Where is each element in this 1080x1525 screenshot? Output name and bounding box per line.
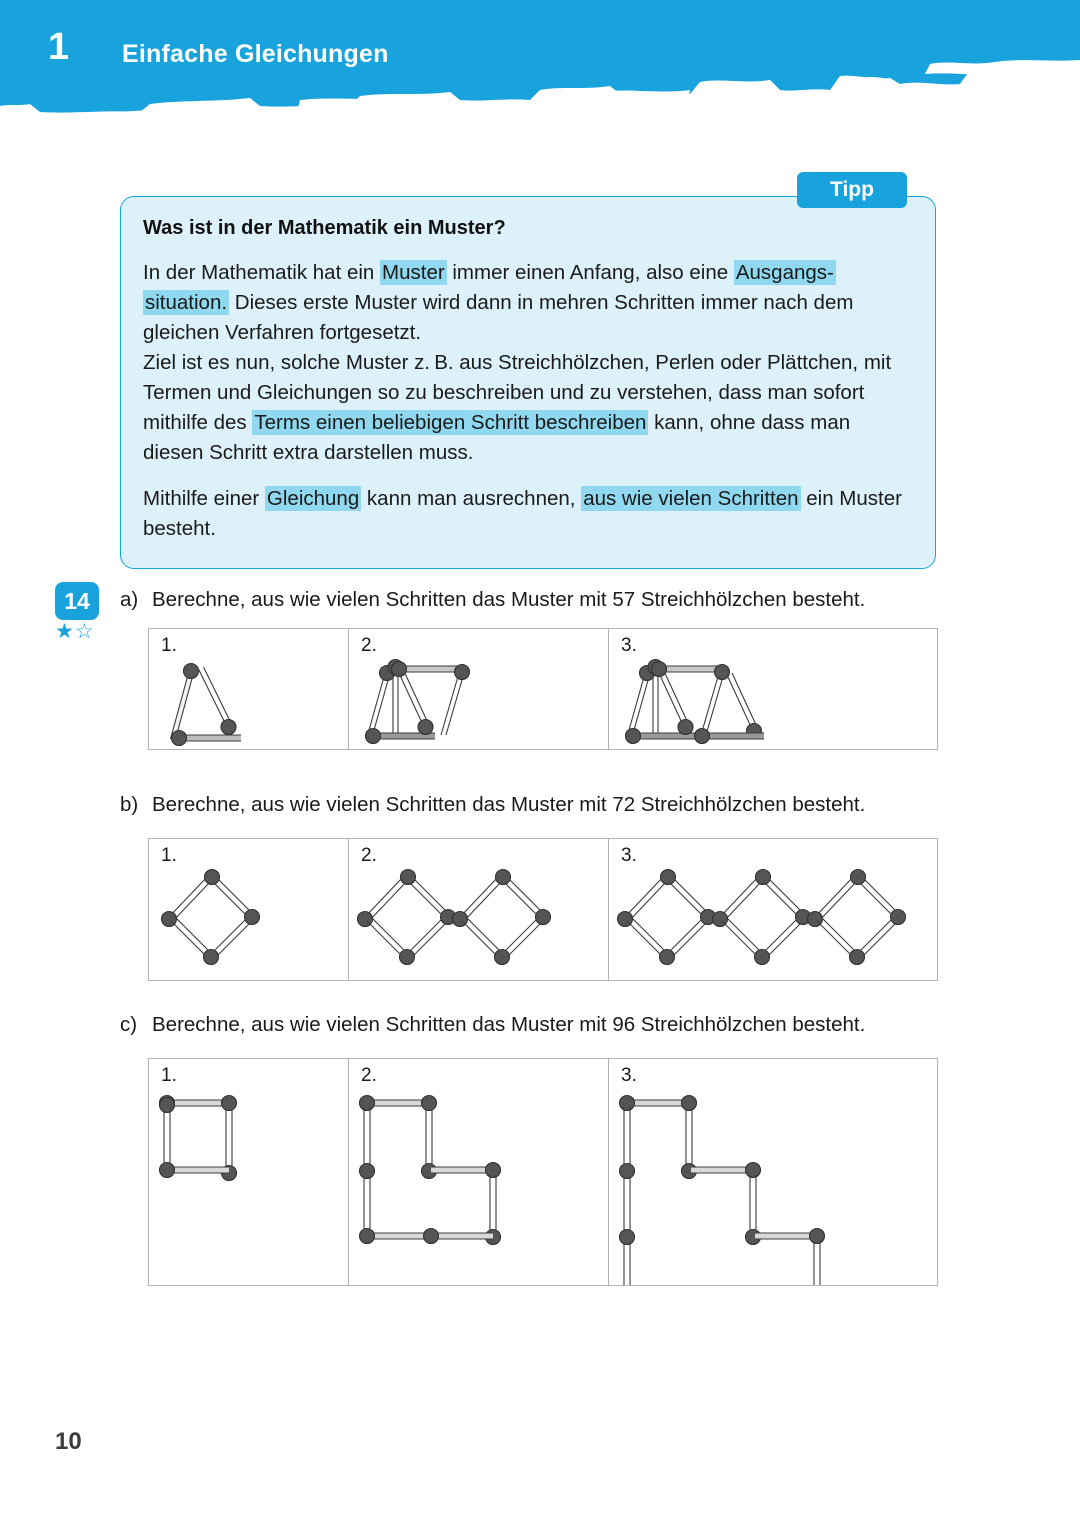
tipp-p3-highlight-1: Gleichung bbox=[266, 487, 360, 510]
figure-table-b bbox=[148, 838, 938, 981]
figure-cell-c-2 bbox=[349, 1059, 609, 1285]
header-brush-shape bbox=[0, 0, 1080, 140]
tipp-p2-text-1: Ziel ist es nun, solche Muster z. B. aus Streichhölzchen, Perlen oder Plättchen, mit Termen und Gleichungen so zu beschreiben und zu verstehen, dass man sofort mithilfe des bbox=[143, 351, 892, 434]
tipp-heading: Was ist in der Mathematik ein Muster? bbox=[143, 217, 506, 239]
tipp-p1-text-3: Dieses erste Muster wird dann in mehren Schritten immer nach dem gleichen Verfahren fortgesetzt. bbox=[143, 291, 854, 344]
figure-cell-c-3 bbox=[609, 1059, 937, 1285]
tipp-p1-text-2: immer einen Anfang, also eine bbox=[446, 261, 734, 284]
figure-cell-b-3 bbox=[609, 839, 937, 980]
tipp-box bbox=[120, 196, 936, 569]
figure-step-label: 2. bbox=[361, 845, 377, 866]
figure-cell-b-1 bbox=[149, 839, 349, 980]
figure-cell-c-1 bbox=[149, 1059, 349, 1285]
tipp-p3-highlight-2: aus wie vielen Schritten bbox=[583, 487, 799, 510]
page-number: 10 bbox=[55, 1428, 82, 1455]
matchstick-figure-triangle-2 bbox=[349, 629, 609, 749]
figure-step-label: 1. bbox=[161, 845, 177, 866]
chapter-number: 1 bbox=[48, 26, 70, 68]
figure-step-label: 1. bbox=[161, 635, 177, 656]
figure-cell-a-2 bbox=[349, 629, 609, 749]
matchstick-figure-diamond-2 bbox=[349, 839, 609, 980]
matchstick-figure-diamond-1 bbox=[149, 839, 349, 980]
matchstick-figure-triangle-1 bbox=[149, 629, 349, 749]
figure-step-label: 3. bbox=[621, 635, 637, 656]
figure-cell-b-2 bbox=[349, 839, 609, 980]
task-text-b: Berechne, aus wie vielen Schritten das Muster mit 72 Streichhölzchen besteht. bbox=[152, 793, 866, 816]
page-header bbox=[0, 0, 1080, 140]
figure-cell-a-1 bbox=[149, 629, 349, 749]
tipp-paragraph-3 bbox=[143, 484, 911, 544]
task-line-a bbox=[120, 588, 865, 612]
tipp-p3-text-1: Mithilfe einer bbox=[143, 487, 265, 510]
figure-table-a bbox=[148, 628, 938, 750]
task-line-c bbox=[120, 1013, 865, 1037]
matchstick-figure-triangle-3 bbox=[609, 629, 937, 749]
tipp-p3-text-3: ein Muster besteht. bbox=[143, 487, 902, 540]
tipp-paragraph-2 bbox=[143, 348, 911, 468]
tipp-p2-text-2: kann, ohne dass man diesen Schritt extra darstellen muss. bbox=[143, 411, 851, 464]
tipp-p1-highlight-2: Ausgangs-situation. bbox=[145, 261, 834, 314]
difficulty-stars bbox=[55, 621, 103, 642]
matchstick-figure-staircase-1 bbox=[149, 1059, 349, 1285]
figure-step-label: 1. bbox=[161, 1065, 177, 1086]
figure-step-label: 2. bbox=[361, 635, 377, 656]
task-letter-a: a) bbox=[120, 588, 139, 611]
page-title: Einfache Gleichungen bbox=[122, 40, 389, 68]
task-line-b bbox=[120, 793, 865, 817]
tipp-paragraph-1 bbox=[143, 258, 911, 348]
tipp-p1-text-1: In der Mathematik hat ein bbox=[143, 261, 381, 284]
star-empty-icon: ☆ bbox=[74, 620, 94, 643]
matchstick-figure-staircase-3 bbox=[609, 1059, 937, 1285]
figure-step-label: 3. bbox=[621, 1065, 637, 1086]
figure-table-c bbox=[148, 1058, 938, 1286]
figure-step-label: 2. bbox=[361, 1065, 377, 1086]
task-letter-c: c) bbox=[120, 1013, 138, 1036]
star-filled-icon: ★ bbox=[55, 620, 74, 643]
task-text-c: Berechne, aus wie vielen Schritten das Muster mit 96 Streichhölzchen besteht. bbox=[152, 1013, 866, 1036]
tipp-p1-highlight-1: Muster bbox=[382, 261, 445, 284]
figure-step-label: 3. bbox=[621, 845, 637, 866]
task-letter-b: b) bbox=[120, 793, 139, 816]
figure-cell-a-3 bbox=[609, 629, 937, 749]
tipp-p3-text-2: kann man ausrechnen, bbox=[361, 487, 582, 510]
tipp-p2-highlight-1: Terms einen beliebigen Schritt beschreiben bbox=[254, 411, 647, 434]
task-text-a: Berechne, aus wie vielen Schritten das Muster mit 57 Streichhölzchen besteht. bbox=[152, 588, 866, 611]
matchstick-figure-diamond-3 bbox=[609, 839, 937, 980]
matchstick-figure-staircase-2 bbox=[349, 1059, 609, 1285]
tipp-tab-label: Tipp bbox=[797, 172, 907, 208]
exercise-number-badge: 14 bbox=[55, 582, 99, 620]
